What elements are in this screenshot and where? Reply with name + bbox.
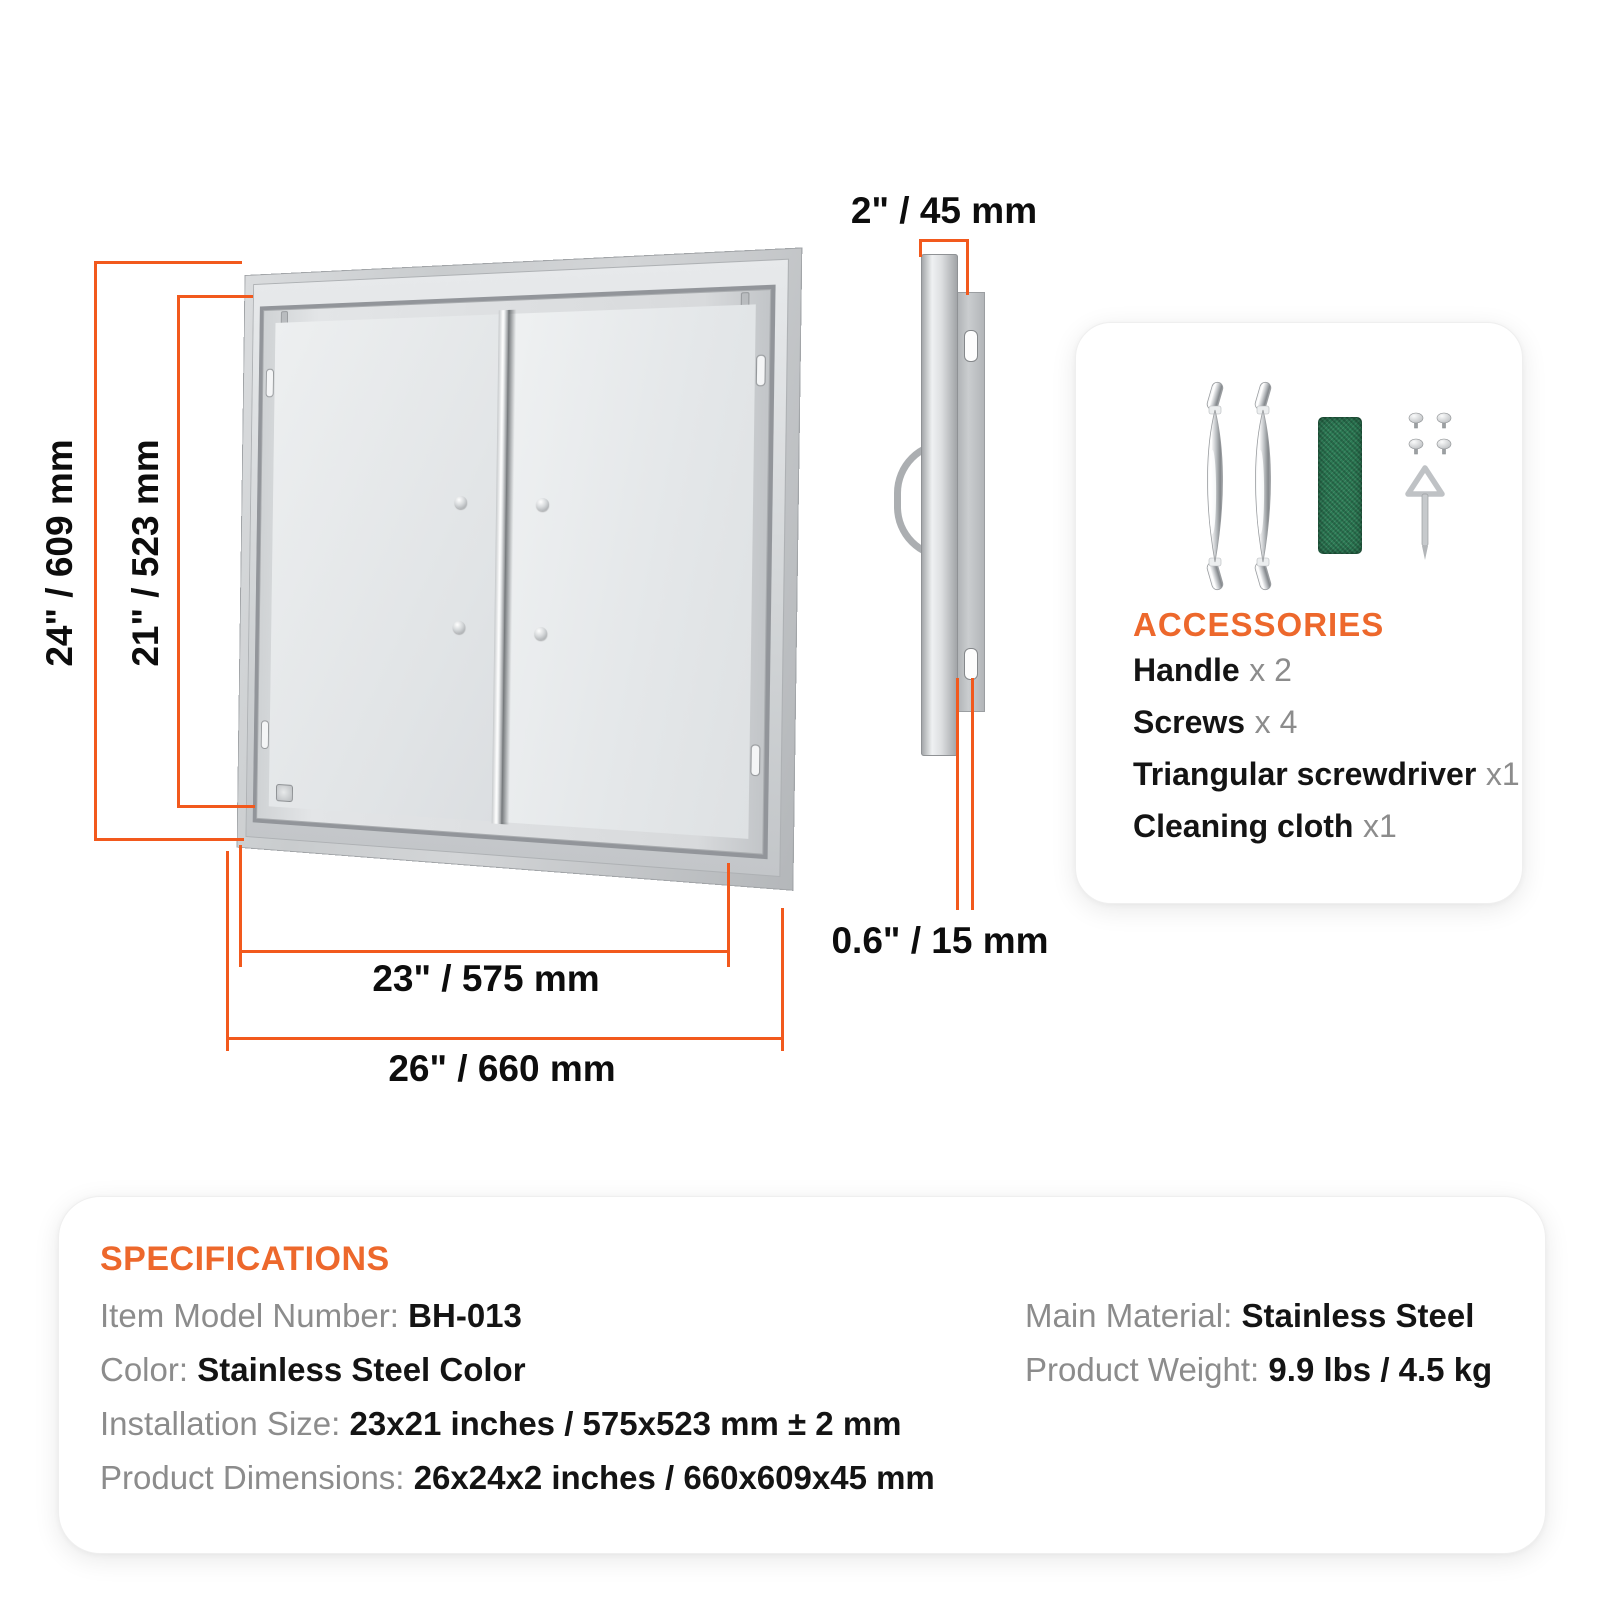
dimension-label: 24" / 609 mm bbox=[39, 439, 80, 667]
accessory-count: x 2 bbox=[1249, 652, 1292, 688]
door-panel-left bbox=[269, 314, 504, 822]
spec-row bbox=[100, 1458, 935, 1498]
spec-row bbox=[1025, 1350, 1492, 1390]
spec-label: Color: bbox=[100, 1351, 189, 1388]
triangular-screwdriver-icon bbox=[1402, 462, 1448, 566]
accessories-title: ACCESSORIES bbox=[1133, 606, 1385, 643]
side-front-frame bbox=[921, 254, 958, 756]
handle-icon bbox=[1198, 380, 1298, 592]
rivet bbox=[534, 627, 547, 640]
mounting-slot bbox=[750, 744, 760, 776]
dimension-label: 26" / 660 mm bbox=[388, 1048, 616, 1089]
mounting-slot bbox=[964, 330, 978, 362]
rivet bbox=[455, 496, 468, 509]
dimension-label: 0.6" / 15 mm bbox=[831, 920, 1049, 961]
spec-label: Main Material: bbox=[1025, 1297, 1233, 1334]
accessory-label: Cleaning cloth bbox=[1133, 808, 1354, 844]
door-front-view bbox=[237, 247, 803, 890]
accessory-label: Screws bbox=[1133, 704, 1246, 740]
spec-label: Installation Size: bbox=[100, 1405, 341, 1442]
dimension-label: 23" / 575 mm bbox=[372, 958, 600, 999]
spec-row bbox=[1025, 1296, 1474, 1336]
specifications-title: SPECIFICATIONS bbox=[100, 1240, 390, 1278]
accessory-item bbox=[1133, 704, 1297, 740]
dimension-label: 21" / 523 mm bbox=[125, 439, 166, 667]
spec-label: Product Weight: bbox=[1025, 1351, 1260, 1388]
accessory-label: Triangular screwdriver bbox=[1133, 756, 1477, 792]
spec-row bbox=[100, 1350, 526, 1390]
spec-value: 26x24x2 inches / 660x609x45 mm bbox=[413, 1459, 935, 1496]
spec-value: Stainless Steel Color bbox=[197, 1351, 526, 1388]
door-panel-right bbox=[496, 304, 755, 839]
spec-value: 23x21 inches / 575x523 mm ± 2 mm bbox=[349, 1405, 902, 1442]
screws-icon bbox=[1402, 412, 1456, 458]
mounting-slot bbox=[266, 369, 274, 398]
mounting-slot bbox=[261, 720, 269, 749]
cleaning-cloth-icon bbox=[1318, 417, 1362, 554]
spec-label: Item Model Number: bbox=[100, 1297, 399, 1334]
spec-label: Product Dimensions: bbox=[100, 1459, 405, 1496]
door-panels bbox=[269, 304, 756, 839]
accessory-count: x1 bbox=[1485, 756, 1520, 792]
accessory-item bbox=[1133, 808, 1397, 844]
dimension-label: 2" / 45 mm bbox=[850, 190, 1038, 231]
accessory-item bbox=[1133, 652, 1292, 688]
accessory-item bbox=[1133, 756, 1520, 792]
spec-value: BH-013 bbox=[408, 1297, 522, 1334]
accessory-label: Handle bbox=[1133, 652, 1240, 688]
rivet bbox=[453, 621, 466, 634]
latch-detail bbox=[276, 784, 293, 802]
spec-value: 9.9 lbs / 4.5 kg bbox=[1268, 1351, 1493, 1388]
accessory-count: x1 bbox=[1363, 808, 1397, 844]
spec-row bbox=[100, 1296, 522, 1336]
spec-row bbox=[100, 1404, 902, 1444]
mounting-slot bbox=[756, 355, 766, 387]
mounting-slot bbox=[964, 648, 978, 680]
accessory-count: x 4 bbox=[1254, 704, 1298, 740]
spec-value: Stainless Steel bbox=[1241, 1297, 1475, 1334]
